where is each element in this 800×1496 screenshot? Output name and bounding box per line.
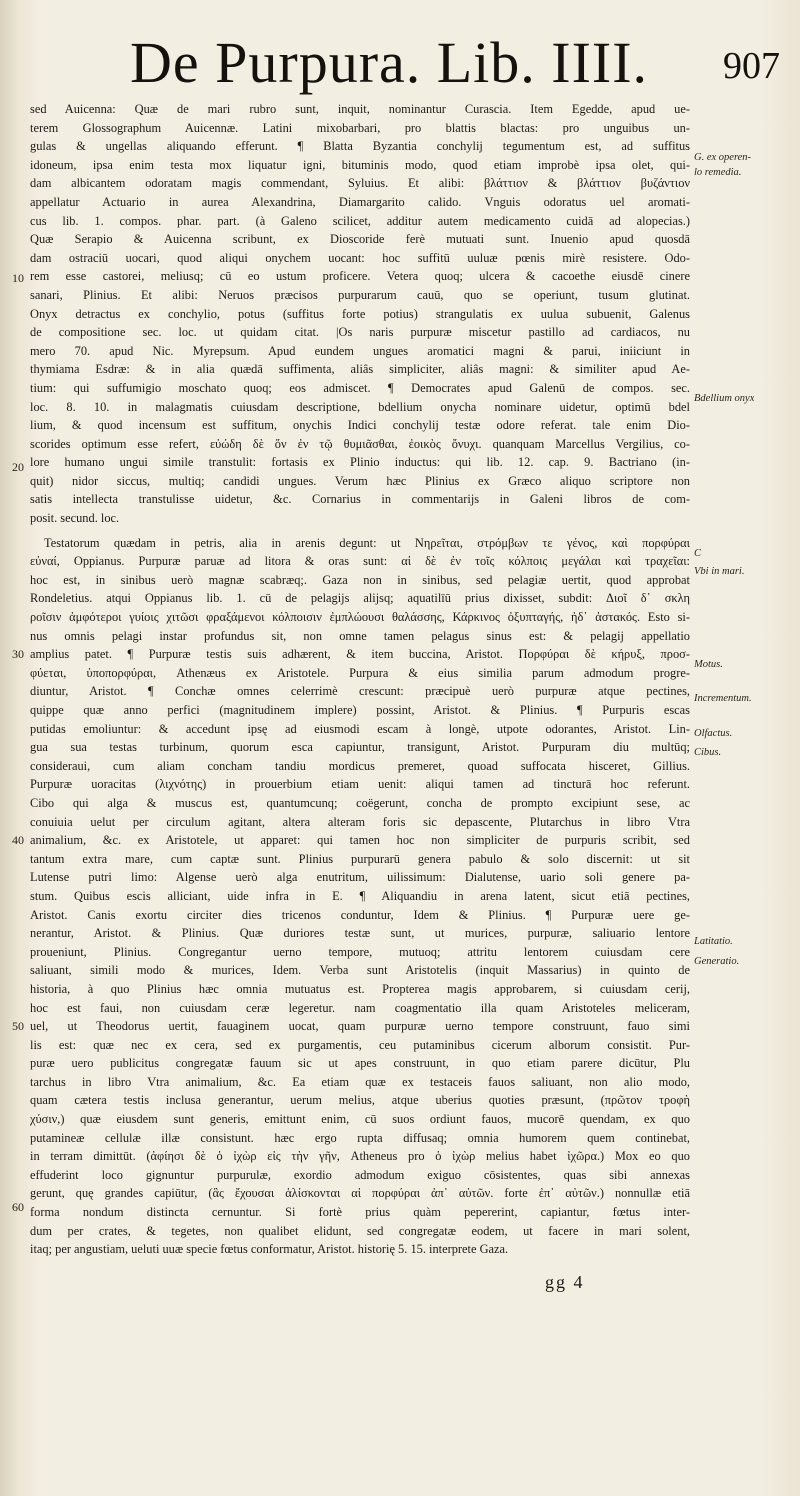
text-line: puræ uero publicitus congregatæ fauum sic ut apes construunt, in quo etiam parere dicūtur, Plu: [30, 1056, 690, 1071]
text-line: hoc est, in sinibus uerò magnæ scabræq;. Gaza non in sinibus, sed pelagiæ uertit, quod approbat: [30, 572, 690, 587]
text-line: Rondeletius. atqui Oppianus lib. 1. cū de pelagijs alijsq; aquatilīū prius dixisset, subdit: Διοῖ δ᾽ σκλη: [30, 591, 690, 606]
text-line: Quæ Serapio & Auicenna scribunt, ex Dioscoride ferè mutuati sunt. Inuenio apud quosdā: [30, 232, 690, 247]
line-number: 10: [12, 271, 24, 285]
running-title: De Purpura. Lib. IIII.: [130, 30, 649, 95]
margin-note: Latitatio.: [694, 936, 733, 947]
text-line: mero 70. apud Nic. Myrepsum. Apud eundem ungues aromatici magni & parui, iniiciunt in: [30, 343, 690, 358]
text-line: rem esse castorei, meliusq; cū eo ustum proficere. Vetera quoq; ulcera & cacoethe eiusdē cinere: [30, 269, 690, 284]
text-line: satis intellecta transtulisse uidetur, &c. Cornarius in commentarijs in Galeni libros de com-: [30, 492, 690, 507]
text-line: nus omnis pelagi instar profundus sit, non omne tamen pelagus sinus est: & pelagij appellatio: [30, 628, 690, 643]
text-line: sed Auicenna: Quæ de mari rubro sunt, inquit, nominantur Curascia. Item Egedde, apud ue-: [30, 102, 690, 116]
text-line: dam ostraciū uocari, quod aliqui onychem uocant: hoc suffitū uuluæ pœnis mirè resistere. Odo-: [30, 250, 690, 265]
text-line: loc. 8. 10. in malagmatis cuiusdam descriptione, bdellium onycha nominare uidetur, optimū bdel: [30, 399, 690, 414]
margin-note: Motus.: [694, 659, 723, 670]
margin-note: C: [694, 548, 702, 559]
text-line: tarchus in libro Vtra animalium, &c. Ea etiam quæ ex testaceis fauos saliuant, non alio modo,: [30, 1074, 690, 1089]
text-line: putamineæ cellulæ illæ consistunt. hæc ergo rupta diffusaq; omnia humorem quem continebat,: [30, 1130, 690, 1145]
text-line: in terram dimittūt. (ἀφίησι δὲ ὁ ἰχὼρ εἰς τὴν γῆν, Atheneus pro ὁ ἰχὼρ melius habet ἰχῶρα.) Mox eo quo: [30, 1149, 690, 1164]
text-line: εὐναί, Oppianus. Purpuræ paruæ ad litora & oras sunt: αἱ δὲ ἐν τοῖς κόλποις μεγάλαι καὶ τραχεῖαι:: [30, 554, 690, 569]
text-line: diuntur, Aristot. ¶ Conchæ omnes celerrimè crescunt: præcipuè uerò purpuræ atque pectines,: [30, 684, 690, 699]
text-line: de compositione sec. loc. ut quidam citat. |Os naris purpuræ miscetur pastillo ad cardiacos, nu: [30, 325, 690, 340]
text-line: posit. secund. loc.: [30, 511, 120, 526]
margin-note: G. ex operen-: [694, 152, 752, 163]
text-line: Lutense putri limo: Algense uerò alga enutritum, uilissimum: Dialutense, uario soli genere pa-: [30, 870, 690, 885]
text-line: quam cætera testis inclusa generantur, uerum melius, atque uberius quoties præsunt, (πρῶτον τροφὴ: [30, 1093, 690, 1108]
text-line: hoc est faui, non cuiusdam ceræ legeretur. nam coagmentatio illa quam Aristoteles meliceram,: [30, 1000, 690, 1015]
text-line: amplius patet. ¶ Purpuræ testis suis adhærent, & item buccina, Aristot. Πορφύραι δὲ κήρυξ, προσ-: [30, 647, 690, 662]
text-line: historia, à quo Plinius hæc omnia mutuatus est. Propterea magis approbarem, si cuiusdam cerij,: [30, 981, 690, 996]
text-line: tantum extra mare, cum captæ sunt. Plinius purpurarū genera pabulo & solo discernit: ut sit: [30, 851, 690, 866]
text-line: quippe quæ anno perfici (magnitudinem implere) possint, Aristot. & Plinius. ¶ Purpuris escas: [30, 703, 690, 717]
text-line: dam albicantem odoratam magis commendant, Syluius. Et alibi: βλάττιον & βλάττιον βυζάντιον: [30, 176, 690, 191]
line-number: 20: [12, 460, 24, 474]
text-line: conuiuia uelut per circulum agitant, altera alteram foris sic depascente, Plutarchus in libro Vtra: [30, 814, 690, 829]
text-line: Testatorum quædam in petris, alia in arenis degunt: ut Νηρεῖται, στρόμβων τε γένος, καὶ πορφύραι: [44, 535, 690, 550]
text-line: ροῖσιν ἀμφότεροι γυίοις χιτῶσι φραξάμενοι κόλποισιν ἐμπλώουσι θαλάσσης, Κάρκινος ὀξυπταγής, ἠδ᾽ ἀστακός. Esto si-: [30, 610, 690, 625]
text-line: thymiama Esdræ: & in alia quædā suffimenta, aliâs simpliciter, aliâs magni: & similiter apud Ae-: [30, 362, 690, 377]
margin-note: Cibus.: [694, 747, 722, 758]
text-line: dum per crates, & tegetes, non qualibet elidunt, sed congregatæ eodem, ut facere in mari solent,: [30, 1223, 690, 1238]
page-header: [130, 28, 780, 98]
text-line: Purpuræ uoracitas (λιχνότης) in prouerbium etiam uenit: aliqui tamen ad tincturā hoc referunt.: [30, 777, 690, 792]
text-line: tium: qui suffumigio moschato quoq; eos admiscet. ¶ Democrates apud Galenū de compos. sec.: [30, 380, 690, 395]
text-line: cus lib. 1. compos. phar. part. (à Galeno scilicet, additur autem medicamento cuidā ad alopecias.): [30, 213, 690, 228]
text-line: sanari, Plinius. Et alibi: Neruos præcisos purpurarum cauū, quo se operiunt, tusum glutinat.: [30, 287, 690, 302]
text-line: nerantur, Aristot. & Plinius. Quæ duriores testæ sunt, ut murices, purpuræ, saliuario lentore: [30, 926, 690, 941]
text-line: forma nondum distincta cernuntur. Si fortè prius quàm pepererint, capiantur, fœtus inter-: [30, 1205, 690, 1220]
text-line: lium, & quod incensum est suffitum, onychis Indici conchylij testæ odore referat. tale enim Dio-: [30, 418, 690, 433]
text-line: consideraui, cum aliam concham tandiu mordicus premeret, quoad suffocata hisceret, Gillius.: [30, 758, 690, 773]
text-line: effuderint loco gignuntur purpurulæ, exordio admodum exiguo cōsistentes, quas sibi annexas: [30, 1167, 690, 1182]
text-line: Onyx detractus ex conchylio, potus (suffitus forte potius) strangulatis ex uulua subuenit, Galenus: [30, 306, 690, 321]
text-line: gua sua testas turbinum, quorum esca capiuntur, transigunt, Aristot. Purpuram diu multūq;: [30, 740, 690, 755]
body-text: [30, 100, 690, 1259]
line-number: 50: [12, 1019, 24, 1033]
line-number: 60: [12, 1200, 24, 1214]
text-line: terem Glossographum Auicennæ. Latini mixobarbari, pro blattis blactas: pro unguibus un-: [30, 120, 690, 135]
text-line: uel, ut Theodorus uertit, fauaginem uocat, quam purpuræ uerno tempore construunt, fauo simi: [30, 1019, 690, 1034]
text-line: proueniunt, Plinius. Congregantur uerno tempore, mutuoq; attritu lentorem cuiusdam cere: [30, 944, 690, 959]
text-line: φύεται, ὑποπορφύραι, Athenæus ex Aristotele. Purpura & eius similia parum admodum progre-: [30, 665, 690, 680]
text-line: animalium, &c. ex Aristotele, ut apparet: qui tamen hoc non simpliciter de purpuris scribit, sed: [30, 833, 690, 848]
margin-note: Bdellium onyx: [694, 393, 755, 404]
page-number: 907: [723, 45, 780, 87]
text-line: lis est: quæ nec ex cera, sed ex purgamentis, ceu putaminibus cicerum alborum consistit. Pur-: [30, 1037, 690, 1052]
text-line: χύσιν,) quæ eiusdem sunt generis, emittunt enim, cū suos ordiunt fauos, mucorē quendam, ex quo: [30, 1112, 690, 1127]
signature-mark: gg 4: [545, 1272, 585, 1292]
text-line: scorides optimum esse refert, εὐώδη δὲ ὅν ἐν τῷ θυμιᾶσθαι, ἐοικὸς ὄνυχι. quanquam Marcellus Vergilius, co-: [30, 436, 690, 451]
margin-note: Vbi in mari.: [694, 566, 745, 577]
line-number: 40: [12, 833, 24, 847]
text-line: Cibo qui alga & muscus est, quantumcunq; coëgerunt, concha de prompto excipiunt sese, ac: [30, 795, 690, 810]
text-line: idoneum, ipsa enim testa mox liquatur igni, bituminis modo, quod etiam improbè ipsa olet, qui-: [30, 157, 690, 172]
text-line: lore humano ungui simile transtulit: fortasis ex Plinio inductus: qui lib. 12. cap. 9. Bactriano (in-: [30, 455, 690, 470]
margin-note: Incrementum.: [694, 693, 752, 704]
text-line: Aristot. Canis exortu circiter dies tricenos conduntur, Idem & Plinius. ¶ Purpuræ uere ge-: [30, 907, 690, 922]
text-line: saliuant, simili modo & murices, Idem. Verba sunt Aristotelis (inquit Massarius) in quinto de: [30, 963, 690, 978]
text-line: quit) nidor siccus, multiq; candidi ungues. Verum hæc Plinius ex Græco aliquo scriptore non: [30, 473, 690, 488]
text-line: stum. Quibus escis alliciant, uide infra in E. ¶ Aliquandiu in arena latent, sicut etiā pectines,: [30, 888, 690, 903]
margin-note: Generatio.: [694, 956, 740, 967]
text-line: gulas & ungellas aliquando efferunt. ¶ Blatta Byzantia conchylij tegumentum est, ad suffitus: [30, 139, 690, 154]
text-line: putidas emoliuntur: & accedunt ipsę ad eiusmodi escam à longè, utpote odorantes, Aristot. Lin-: [30, 721, 690, 736]
text-line: appellatur Actuario in aurea Alexandrina, Diamargarito calido. Vnguis odoratus uel aromati-: [30, 194, 690, 209]
margin-note: lo remedia.: [694, 167, 742, 178]
text-line: itaq; per angustiam, ueluti uuæ specie fœtus conformatur, Aristot. historię 5. 15. interprete Gaza.: [30, 1242, 509, 1257]
margin-note: Olfactus.: [694, 728, 733, 739]
line-number: 30: [12, 647, 24, 661]
text-line: gerunt, quę grandes capiūtur, (ἃς ἔχουσαι ἁλίσκονται αἱ πορφύραι ἀπ᾽ αὐτῶν. forte ἐπ᾽ αὐτῶν.) nonnullæ etiā: [30, 1186, 690, 1201]
